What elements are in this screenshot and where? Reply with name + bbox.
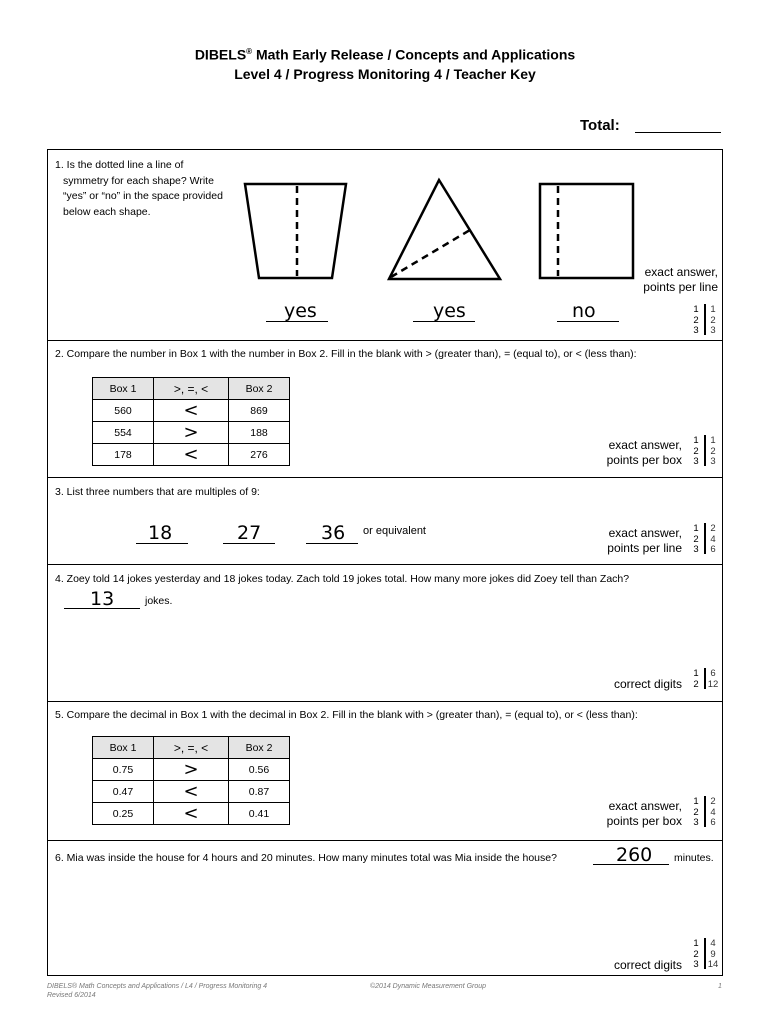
symbol-answer[interactable]: > xyxy=(154,759,229,781)
q4-answer[interactable]: 13 xyxy=(90,588,115,610)
triangle-shape xyxy=(389,180,500,279)
question-1 xyxy=(48,150,722,341)
q3-answer-2[interactable]: 27 xyxy=(237,522,262,544)
q4-unit: jokes. xyxy=(145,595,173,607)
q6-points-right: 4 9 14 xyxy=(707,938,719,970)
box2-value: 276 xyxy=(229,444,290,466)
q2-prompt: 2. Compare the number in Box 1 with the number in Box 2. Fill in the blank with > (greater than), = (equal to), or < (less than): xyxy=(55,348,637,360)
q1-blank-3 xyxy=(557,321,619,322)
q6-unit: minutes. xyxy=(674,852,714,864)
q3-answer-1[interactable]: 18 xyxy=(148,522,173,544)
question-5 xyxy=(48,702,722,841)
box1-value: 560 xyxy=(93,400,154,422)
symbol-answer[interactable]: < xyxy=(154,444,229,466)
box2-value: 0.41 xyxy=(229,803,290,825)
page-header xyxy=(0,42,770,84)
box2-value: 869 xyxy=(229,400,290,422)
q2-scoring-rule: exact answer, points per box xyxy=(606,438,682,467)
q4-prompt: 4. Zoey told 14 jokes yesterday and 18 jokes today. Zach told 19 jokes total. How many more jokes did Zoey tell than Zach? xyxy=(55,573,630,585)
q6-prompt: 6. Mia was inside the house for 4 hours and 20 minutes. How many minutes total was Mia inside the house? xyxy=(55,852,557,864)
q6-scoring-rule: correct digits xyxy=(613,958,682,972)
col-header-box2: Box 2 xyxy=(229,378,290,400)
col-header-box1: Box 1 xyxy=(93,737,154,759)
question-4 xyxy=(48,565,722,702)
question-frame xyxy=(47,149,723,976)
footer-left xyxy=(47,982,267,1000)
q2-points-left: 1 2 3 xyxy=(693,435,699,467)
question-2 xyxy=(48,341,722,478)
q4-blank xyxy=(64,608,140,609)
q2-comparison-table xyxy=(92,377,290,466)
symbol-answer[interactable]: > xyxy=(154,422,229,444)
q1-blank-1 xyxy=(266,321,328,322)
q5-points-left: 1 2 3 xyxy=(693,796,699,828)
table-header-row xyxy=(93,378,290,400)
q1-scoring-rule: exact answer, points per line xyxy=(643,265,718,294)
col-header-box1: Box 1 xyxy=(93,378,154,400)
col-header-symbol: >, =, < xyxy=(154,378,229,400)
q1-prompt: 1. Is the dotted line a line of symmetry for each shape? Write “yes” or “no” in the space provided below each shape. xyxy=(55,159,223,218)
table-header-row xyxy=(93,737,290,759)
table-row xyxy=(93,400,290,422)
q3-prompt: 3. List three numbers that are multiples of 9: xyxy=(55,486,260,498)
q1-blank-2 xyxy=(413,321,475,322)
q5-comparison-table xyxy=(92,736,290,825)
q2-points-right: 1 2 3 xyxy=(710,435,716,467)
box1-value: 178 xyxy=(93,444,154,466)
box2-value: 0.56 xyxy=(229,759,290,781)
footer-page-number: 1 xyxy=(718,983,722,990)
square-shape xyxy=(540,184,633,278)
total-blank[interactable] xyxy=(635,132,721,133)
q1-points-left: 1 2 3 xyxy=(693,304,699,336)
footer-title: DIBELS® Math Concepts and Applications / L4 / Progress Monitoring 4 xyxy=(47,983,268,990)
footer-revised: Revised 6/2014 xyxy=(47,992,96,999)
q3-points-right: 2 4 6 xyxy=(710,523,716,555)
col-header-box2: Box 2 xyxy=(229,737,290,759)
box2-value: 0.87 xyxy=(229,781,290,803)
q5-prompt: 5. Compare the decimal in Box 1 with the decimal in Box 2. Fill in the blank with > (greater than), = (equal to), or < (less than): xyxy=(55,709,638,721)
q3-note: or equivalent xyxy=(363,525,426,537)
symbol-answer[interactable]: < xyxy=(154,803,229,825)
q3-blank-1 xyxy=(136,543,188,544)
header-title-line2: Level 4 / Progress Monitoring 4 / Teacher Key xyxy=(234,65,536,82)
q5-scoring-rule: exact answer, points per box xyxy=(606,799,682,828)
q3-answer-3[interactable]: 36 xyxy=(321,522,346,544)
table-row xyxy=(93,759,290,781)
q6-blank xyxy=(593,864,669,865)
header-title-line1: DIBELS® Math Early Release / Concepts and Applications xyxy=(194,46,576,63)
q1-points-right: 1 2 3 xyxy=(710,304,716,336)
q3-blank-2 xyxy=(223,543,275,544)
table-row xyxy=(93,422,290,444)
box1-value: 0.75 xyxy=(93,759,154,781)
question-6 xyxy=(48,841,722,975)
q4-scoring-rule: correct digits xyxy=(613,677,682,691)
box2-value: 188 xyxy=(229,422,290,444)
q3-points-left: 1 2 3 xyxy=(693,523,699,555)
box1-value: 554 xyxy=(93,422,154,444)
q3-scoring-rule: exact answer, points per line xyxy=(607,526,682,555)
trapezoid-shape xyxy=(245,184,346,278)
box1-value: 0.25 xyxy=(93,803,154,825)
q1-answer-1[interactable]: yes xyxy=(284,300,317,322)
table-row xyxy=(93,803,290,825)
q6-answer[interactable]: 260 xyxy=(616,844,653,866)
table-row xyxy=(93,444,290,466)
q6-points-left: 1 2 3 xyxy=(693,938,699,970)
q1-answer-2[interactable]: yes xyxy=(433,300,466,322)
q4-points-right: 6 12 xyxy=(707,668,719,690)
symbol-answer[interactable]: < xyxy=(154,781,229,803)
total-label: Total: xyxy=(580,117,620,134)
table-row xyxy=(93,781,290,803)
q3-blank-3 xyxy=(306,543,358,544)
symbol-answer[interactable]: < xyxy=(154,400,229,422)
q1-answer-3[interactable]: no xyxy=(572,300,596,322)
q4-points-left: 1 2 xyxy=(693,668,699,690)
box1-value: 0.47 xyxy=(93,781,154,803)
question-3 xyxy=(48,478,722,565)
footer-copyright: ©2014 Dynamic Measurement Group xyxy=(370,983,487,990)
q5-points-right: 2 4 6 xyxy=(710,796,716,828)
col-header-symbol: >, =, < xyxy=(154,737,229,759)
